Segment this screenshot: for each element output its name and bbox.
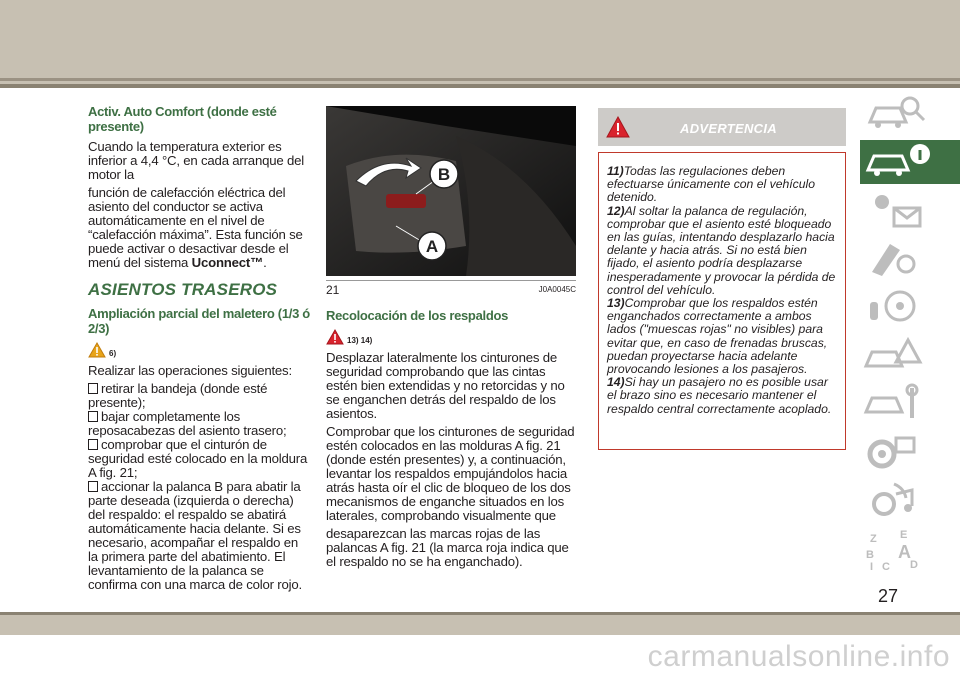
list-item: accionar la palanca B para abatir la parte deseada (izquierda o derecha) del respaldo: el respaldo se abatirá automáticamente hacia delante. Si es necesario, acompañar el respaldo en la primera parte del abatimiento. El levantamiento de la palanca se confirma con una marca de color rojo.	[88, 479, 302, 592]
middle-column	[326, 308, 576, 573]
svg-text:D: D	[910, 559, 918, 571]
chapter-emergency-icon[interactable]	[860, 332, 960, 376]
figure-code: J0A0045C	[538, 285, 576, 294]
left-column	[88, 104, 310, 592]
checkbox-bullet-icon	[88, 411, 98, 422]
reposition-paragraph-3: desaparezcan las marcas rojas de las palancas A fig. 21 (la marca roja indica que el respaldo no se ha enganchado).	[326, 526, 569, 569]
rear-seat-photo	[326, 106, 576, 276]
warning-ref: 6)	[109, 349, 117, 358]
checkbox-bullet-icon	[88, 383, 98, 394]
reposition-paragraph-2: Comprobar que los cinturones de seguridad estén colocados en las molduras A fig. 21 (donde estén presentes) y, a continuación, levantar los respaldos empujándolos hacia atrás hasta oír el clic de bloqueo de los dos mecanismos de enganche situados en los laterales, comprobando visualmente que	[326, 424, 575, 523]
chapter-tech-data-icon[interactable]	[860, 428, 960, 472]
page-number: 27	[878, 586, 899, 606]
heading-reposition: Recolocación de los respaldos	[326, 308, 509, 323]
chapter-lights-icon[interactable]	[860, 188, 960, 232]
chapter-safety-icon[interactable]	[860, 236, 960, 280]
svg-text:I: I	[870, 561, 874, 573]
heading-auto-comfort: Activ. Auto Comfort (donde esté presente)	[88, 104, 277, 134]
warning-header	[598, 108, 846, 146]
warning-item: 11)Todas las regulaciones deben efectuarse únicamente con el vehículo detenido.	[607, 164, 815, 205]
reposition-paragraph-1: Desplazar lateralmente los cinturones de seguridad comprobando que las cintas estén bien extendidas y no retorcidas y no se enganchen detrás del respaldo de los asientos.	[326, 350, 565, 421]
comfort-paragraph-1: Cuando la temperatura exterior es inferior a 4,4 °C, en cada arranque del motor la	[88, 139, 304, 182]
svg-text:C: C	[882, 561, 890, 573]
figure-label-b: B	[437, 165, 451, 184]
svg-text:A: A	[898, 542, 911, 562]
warning-box	[598, 152, 846, 450]
chapter-maintenance-icon[interactable]	[860, 380, 960, 424]
checkbox-bullet-icon	[88, 481, 98, 492]
chapter-multimedia-icon[interactable]	[860, 476, 960, 520]
bottom-band	[0, 612, 960, 635]
chapter-dashboard-icon[interactable]	[860, 92, 960, 136]
figure-caption	[326, 280, 576, 295]
warning-item: 13)Comprobar que los respaldos estén enganchados correctamente a ambos lados ("muescas rojas" no visibles) para evitar que, en caso de frenadas bruscas, puedan proyectarse hacia adelante provocando lesiones a los pasajeros.	[607, 296, 828, 377]
warning-triangle-icon	[326, 329, 344, 345]
warning-ref: 13) 14)	[347, 336, 373, 345]
warning-item: 12)Al soltar la palanca de regulación, comprobar que el asiento esté bloqueado en las guías, intentando desplazarlo hacia delante y hacia atrás. Si no está bien fijado, el asiento podría desplazarse inesperadamente y provocar la pérdida de control del vehículo.	[607, 203, 836, 297]
list-item: retirar la bandeja (donde esté presente);	[88, 381, 268, 410]
comfort-paragraph-2: función de calefacción eléctrica del asiento del conductor se activa automáticamente en el nivel de “calefacción máxima”. Esta función se puede activar o desactivar desde el menú del sistema Uconnect™.	[88, 185, 303, 270]
top-band	[0, 0, 960, 84]
figure-label-a: A	[425, 237, 439, 256]
list-item: comprobar que el cinturón de seguridad esté colocado en la moldura A fig. 21;	[88, 437, 308, 480]
warning-ref-row	[88, 342, 310, 358]
list-item: bajar completamente los reposacabezas del asiento trasero;	[88, 409, 287, 438]
watermark: carmanualsonline.info	[647, 640, 950, 673]
svg-text:B: B	[866, 549, 874, 561]
uconnect-label: Uconnect™	[191, 255, 264, 270]
warning-ref-row	[326, 329, 576, 345]
chapter-index-icon[interactable]	[860, 526, 960, 573]
warning-item: 14)Si hay un pasajero no es posible usar el brazo sino es necesario mantener el respaldo central correctamente acoplado.	[607, 375, 832, 416]
chapter-steering-icon[interactable]	[860, 284, 960, 328]
figure-number: 21	[326, 283, 340, 297]
svg-text:E: E	[900, 529, 908, 541]
steps-intro: Realizar las operaciones siguientes:	[88, 363, 292, 378]
heading-rear-seats: ASIENTOS TRASEROS	[88, 280, 278, 299]
svg-text:Z: Z	[870, 533, 877, 545]
warning-triangle-icon	[88, 342, 106, 358]
warning-triangle-icon	[606, 116, 630, 138]
chapter-car-info-icon[interactable]	[860, 140, 960, 184]
checkbox-bullet-icon	[88, 439, 98, 450]
heading-trunk-extension: Ampliación parcial del maletero (1/3 ó 2/3)	[88, 306, 310, 336]
warning-title: ADVERTENCIA	[680, 121, 777, 136]
